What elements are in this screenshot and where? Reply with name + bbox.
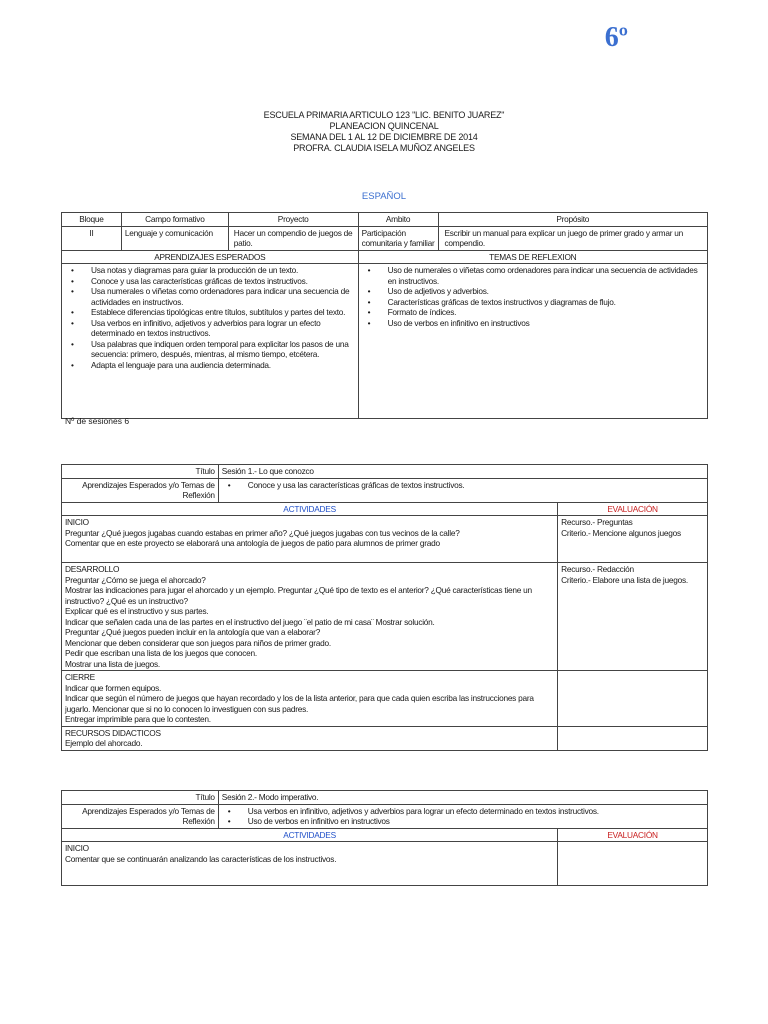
subject-title: ESPAÑOL — [361, 191, 407, 202]
teacher-name: PROFRA. CLAUDIA ISELA MUÑOZ ANGELES — [293, 143, 475, 153]
week-range: SEMANA DEL 1 AL 12 DE DICIEMBRE DE 2014 — [290, 132, 478, 142]
session-title: Sesión 1.- Lo que conozco — [218, 465, 707, 479]
sessions-count: Nº de sesiones 6 — [65, 416, 130, 426]
eval-line: Recurso.- Preguntas — [561, 517, 633, 527]
session-1-table — [61, 464, 708, 751]
recursos-title: RECURSOS DIDACTICOS — [65, 727, 161, 738]
cell-proposito: Escribir un manual para explicar un juego de primer grado y armar un compendio. — [438, 226, 708, 250]
session-aprendizajes-list — [222, 480, 704, 491]
activity-line: Pedir que escriban una lista de los juegos que conocen. — [65, 648, 257, 658]
activity-line: Comentar que en este proyecto se elaborará una antología de juegos de patio para alumnos de primer grado — [65, 538, 440, 548]
list-item: • Usa numerales o viñetas como ordenadores para indicar una secuencia de actividades en instructivos. — [65, 286, 355, 307]
inicio-eval-cell — [558, 842, 708, 886]
session-aprendizajes-row — [62, 478, 708, 502]
inicio-title: INICIO — [65, 517, 89, 527]
inicio-eval-cell — [558, 516, 708, 563]
titulo-label: Título — [62, 791, 219, 805]
inicio-row — [62, 516, 708, 563]
cierre-row — [62, 671, 708, 727]
aprendizajes-content-row — [62, 264, 708, 419]
list-item: • Características gráficas de textos instructivos y diagramas de flujo. — [362, 297, 704, 308]
cierre-eval-cell — [558, 671, 708, 727]
inicio-cell — [62, 516, 558, 563]
recursos-text: Ejemplo del ahorcado. — [65, 738, 143, 748]
evaluacion-label: EVALUACIÓN — [558, 828, 708, 842]
session-labels-row — [62, 828, 708, 842]
desarrollo-row — [62, 563, 708, 671]
inicio-row — [62, 842, 708, 886]
actividades-label: ACTIVIDADES — [62, 502, 558, 516]
list-item: • Conoce y usa las características gráficas de textos instructivos. — [65, 276, 355, 287]
list-item: • Uso de verbos en infinitivo en instructivos — [222, 816, 704, 827]
activity-line: Indicar que formen equipos. — [65, 682, 162, 693]
inicio-cell — [62, 842, 558, 886]
overview-data-row — [62, 226, 708, 250]
session-2-table — [61, 790, 708, 886]
activity-line: Preguntar ¿Qué juegos pueden incluir en la antología que van a elaborar? — [65, 627, 321, 637]
eval-line: Recurso.- Redacción — [561, 564, 634, 574]
cell-ambito: Participación comunitaria y familiar — [358, 226, 438, 250]
evaluacion-label: EVALUACIÓN — [558, 502, 708, 516]
aprendizajes-header-row — [62, 250, 708, 264]
overview-table — [61, 212, 708, 419]
activity-line: Mostrar una lista de juegos. — [65, 658, 160, 669]
recursos-row — [62, 726, 708, 750]
aprendizajes-label: Aprendizajes Esperados y/o Temas de Reflexión — [62, 804, 219, 828]
col-proyecto: Proyecto — [228, 213, 358, 227]
session-title-row — [62, 791, 708, 805]
eval-line: Criterio.- Mencione algunos juegos — [561, 527, 681, 538]
cell-bloque: II — [62, 226, 122, 250]
school-name: ESCUELA PRIMARIA ARTICULO 123 "LIC. BENITO JUAREZ" — [263, 110, 505, 120]
activity-line: Preguntar ¿Qué juegos jugabas cuando estabas en primer año? ¿Qué juegos jugabas con tus vecinos de la calle? — [65, 527, 460, 538]
activity-line: Entregar imprimible para que lo contesten. — [65, 714, 211, 724]
aprendizajes-title: APRENDIZAJES ESPERADOS — [62, 250, 359, 264]
list-item: • Conoce y usa las características gráficas de textos instructivos. — [222, 480, 704, 491]
desarrollo-title: DESARROLLO — [65, 564, 120, 574]
grade-label: 6º — [604, 22, 628, 53]
session-labels-row — [62, 502, 708, 516]
session-title: Sesión 2.- Modo imperativo. — [218, 791, 707, 805]
session-aprendizajes-row — [62, 804, 708, 828]
aprendizajes-cell — [62, 264, 359, 419]
activity-line: Explicar qué es el instructivo y sus partes. — [65, 606, 209, 616]
list-item: • Establece diferencias tipológicas entre títulos, subtítulos y partes del texto. — [65, 307, 355, 318]
inicio-title: INICIO — [65, 843, 89, 853]
list-item: • Usa palabras que indiquen orden temporal para explicitar los pasos de una secuencia: primero, después, mientras, al mismo tiempo, etcétera. — [65, 339, 355, 360]
recursos-eval-cell — [558, 726, 708, 750]
titulo-label: Título — [62, 465, 219, 479]
temas-cell — [358, 264, 707, 419]
session-aprendizajes-list — [222, 806, 704, 827]
list-item: • Usa notas y diagramas para guiar la producción de un texto. — [65, 265, 355, 276]
list-item: • Uso de adjetivos y adverbios. — [362, 286, 704, 297]
desarrollo-eval-cell — [558, 563, 708, 671]
list-item: • Uso de verbos en infinitivo en instructivos — [362, 318, 704, 329]
temas-list — [362, 265, 704, 328]
list-item: • Usa verbos en infinitivo, adjetivos y adverbios para lograr un efecto determinado en textos instructivos. — [222, 806, 704, 817]
activity-line: Comentar que se continuarán analizando las características de los instructivos. — [65, 853, 337, 864]
activity-line: Mostrar las indicaciones para jugar el ahorcado y un ejemplo. Preguntar ¿Qué tipo de texto es el anterior? ¿Qué características tiene un instructivo? ¿Qué es un instructivo? — [65, 585, 532, 606]
col-campo: Campo formativo — [121, 213, 228, 227]
eval-line: Criterio.- Elabore una lista de juegos. — [561, 574, 688, 585]
col-bloque: Bloque — [62, 213, 122, 227]
desarrollo-cell — [62, 563, 558, 671]
activity-line: Preguntar ¿Cómo se juega el ahorcado? — [65, 574, 206, 585]
cierre-title: CIERRE — [65, 672, 95, 682]
list-item: • Usa verbos en infinitivo, adjetivos y adverbios para lograr un efecto determinado en textos instructivos. — [65, 318, 355, 339]
temas-title: TEMAS DE REFLEXION — [358, 250, 707, 264]
document-header — [0, 110, 768, 154]
cell-campo: Lenguaje y comunicación — [121, 226, 228, 250]
col-proposito: Propósito — [438, 213, 708, 227]
activity-line: Indicar que señalen cada una de las partes en el instructivo del juego ¨el patio de mi casa¨ Mostrar solución. — [65, 616, 435, 627]
session-title-row — [62, 465, 708, 479]
list-item: • Formato de índices. — [362, 307, 704, 318]
overview-header-row — [62, 213, 708, 227]
actividades-label: ACTIVIDADES — [62, 828, 558, 842]
list-item: • Uso de numerales o viñetas como ordenadores para indicar una secuencia de actividades en instructivos. — [362, 265, 704, 286]
session-aprendizajes-cell — [218, 478, 707, 502]
recursos-cell — [62, 726, 558, 750]
cierre-cell — [62, 671, 558, 727]
activity-line: Indicar que según el número de juegos que hayan recordado y los de la lista anterior, para que cada quien escriba las instrucciones para jugarlo. Mencionar que si no lo conocen lo investiguen con sus padres. — [65, 693, 534, 714]
plan-type: PLANEACION QUINCENAL — [329, 121, 439, 131]
aprendizajes-label: Aprendizajes Esperados y/o Temas de Reflexión — [62, 478, 219, 502]
col-ambito: Ambito — [358, 213, 438, 227]
session-aprendizajes-cell — [218, 804, 707, 828]
cell-proyecto: Hacer un compendio de juegos de patio. — [228, 226, 358, 250]
aprendizajes-list — [65, 265, 355, 370]
list-item: • Adapta el lenguaje para una audiencia determinada. — [65, 360, 355, 371]
activity-line: Mencionar que deben considerar que son juegos para niños de primer grado. — [65, 637, 331, 648]
